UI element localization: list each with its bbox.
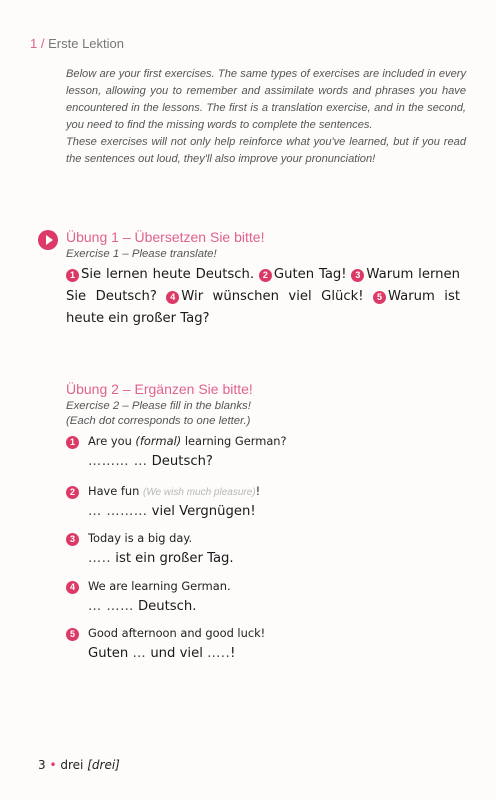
item-english: Good afternoon and good luck!: [88, 626, 266, 640]
exercise-1-title: Übung 1 – Übersetzen Sie bitte!: [66, 229, 265, 245]
number-badge-3: 3: [351, 269, 364, 282]
number-badge-3: 3: [66, 533, 79, 546]
number-badge-4: 4: [166, 291, 179, 304]
item-german: Guten … und viel …..!: [88, 646, 236, 661]
chapter-number: 1: [30, 36, 38, 51]
footer-bullet: •: [49, 758, 57, 772]
play-audio-icon[interactable]: [38, 230, 58, 250]
number-badge-5: 5: [66, 628, 79, 641]
number-badge-1: 1: [66, 269, 79, 282]
exercise-2-title: Übung 2 – Ergänzen Sie bitte!: [66, 381, 253, 397]
number-badge-5: 5: [373, 291, 386, 304]
number-badge-4: 4: [66, 581, 79, 594]
number-badge-2: 2: [66, 486, 79, 499]
page-footer: [38, 758, 120, 772]
page-word: drei: [60, 758, 84, 772]
number-badge-2: 2: [259, 269, 272, 282]
item-english: Have fun (We wish much pleasure)!: [88, 484, 261, 498]
sentence-2: Guten Tag!: [273, 267, 347, 282]
exercise-2-note: (Each dot corresponds to one letter.): [66, 415, 251, 427]
blank-dots: … ……: [88, 599, 134, 614]
intro-paragraph-1: Below are your first exercises. The same types of exercises are included in every lesson, allowing you to remember and assimilate words and phrases you have encountered in the lessons. The first is a translation exercise, and in the second, you need to find the missing words to complete the sentences.: [66, 68, 466, 131]
exercise-1-sentences: [66, 264, 460, 330]
sentence-1: Sie lernen heute Deutsch.: [81, 267, 255, 282]
item-german: … ……… viel Vergnügen!: [88, 504, 256, 519]
item-english: We are learning German.: [88, 579, 231, 593]
literal-hint: (We wish much pleasure): [142, 487, 256, 498]
exercise-1-subtitle: Exercise 1 – Please translate!: [66, 248, 217, 260]
chapter-title: Erste Lektion: [48, 36, 124, 51]
page-pronunciation: [drei]: [87, 758, 120, 772]
blank-dots: …: [132, 646, 147, 661]
item-german: ….. ist ein großer Tag.: [88, 551, 234, 566]
item-english: Today is a big day.: [88, 531, 193, 545]
blank-dots: … ………: [88, 504, 148, 519]
sentence-4: Wir wünschen viel Glück!: [181, 289, 364, 304]
exercise-2-subtitle: Exercise 2 – Please fill in the blanks!: [66, 400, 251, 412]
blank-dots: …..: [207, 646, 231, 661]
chapter-header: [30, 36, 124, 51]
intro-paragraph-2: These exercises will not only help reinforce what you've learned, but if you read the sentences out loud, they'll also improve your pronunciation!: [66, 136, 466, 165]
page-number: 3: [38, 758, 46, 772]
blank-dots: …..: [88, 551, 112, 566]
item-german: … …… Deutsch.: [88, 599, 197, 614]
blank-dots: ……… …: [88, 454, 148, 469]
sentence-3: Warum lernen Sie Deutsch?: [66, 267, 460, 304]
intro-text: [66, 66, 466, 168]
chapter-separator: /: [40, 36, 45, 51]
item-german: ……… … Deutsch?: [88, 454, 213, 469]
sentence-5: Warum ist heute ein großer Tag?: [66, 289, 461, 326]
number-badge-1: 1: [66, 436, 79, 449]
item-english: Are you (formal) learning German?: [88, 434, 287, 448]
